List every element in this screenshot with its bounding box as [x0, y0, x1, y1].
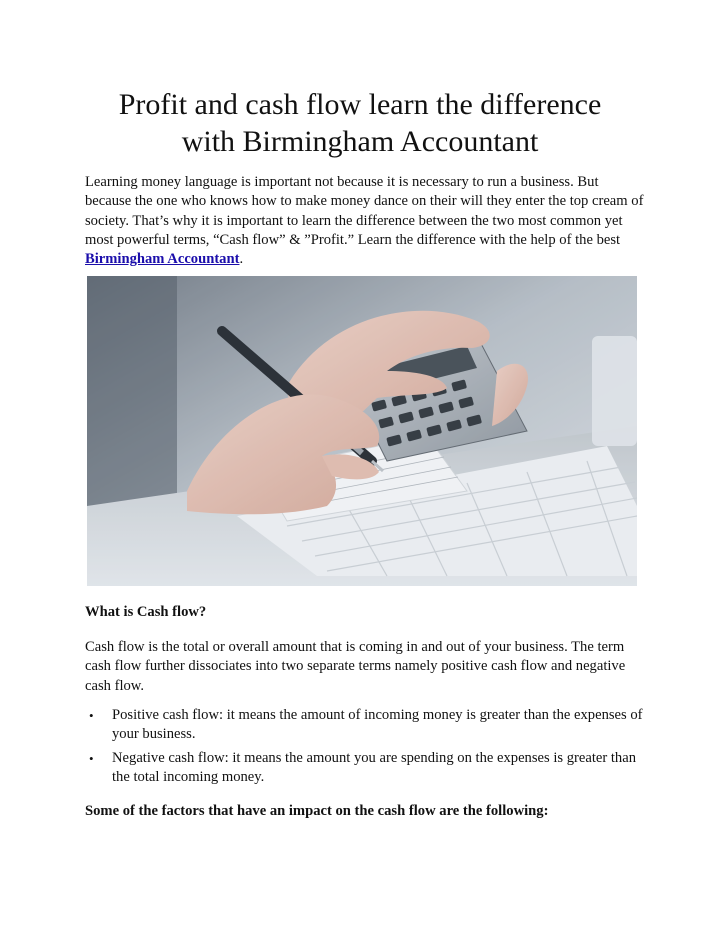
cash-flow-paragraph: Cash flow is the total or overall amount that is coming in and out of your business. The term cash flow further dissociates into two separate terms namely positive cash flow and negative cash flow.: [85, 639, 626, 694]
bullet-text: Positive cash flow: it means the amount of incoming money is greater than the expenses of your business.: [112, 707, 643, 743]
birmingham-accountant-link[interactable]: Birmingham Accountant: [85, 251, 240, 268]
title-line-1: Profit and cash flow learn the difference: [118, 88, 602, 121]
page-title: [60, 86, 660, 160]
heading-what-is-cash-flow: What is Cash flow?: [85, 604, 207, 620]
bullet-icon: •: [89, 750, 94, 766]
calculator-hand-illustration: [87, 276, 637, 586]
intro-text: Learning money language is important not because it is necessary to run a business. But because the one who knows how to make money dance on their will they enter the top cream of society. That’s why it is important to learn the difference between the two most common yet most powerful terms, “Cash flow” & ”Profit.” Learn the difference with the help of the best: [85, 174, 644, 248]
bullet-icon: •: [89, 708, 94, 723]
title-line-2: with Birmingham Accountant: [181, 125, 539, 158]
heading-cash-flow-factors: Some of the factors that have an impact on the cash flow are the following:: [85, 803, 549, 819]
intro-paragraph: [85, 173, 645, 269]
cash-flow-bullet-list: [85, 706, 645, 791]
calculator-photo: [87, 276, 637, 586]
bullet-text: Negative cash flow: it means the amount you are spending on the expenses is greater than the total incoming money.: [112, 749, 636, 785]
intro-trailing: .: [239, 251, 244, 268]
list-item: [85, 749, 645, 788]
list-item: [85, 706, 645, 745]
